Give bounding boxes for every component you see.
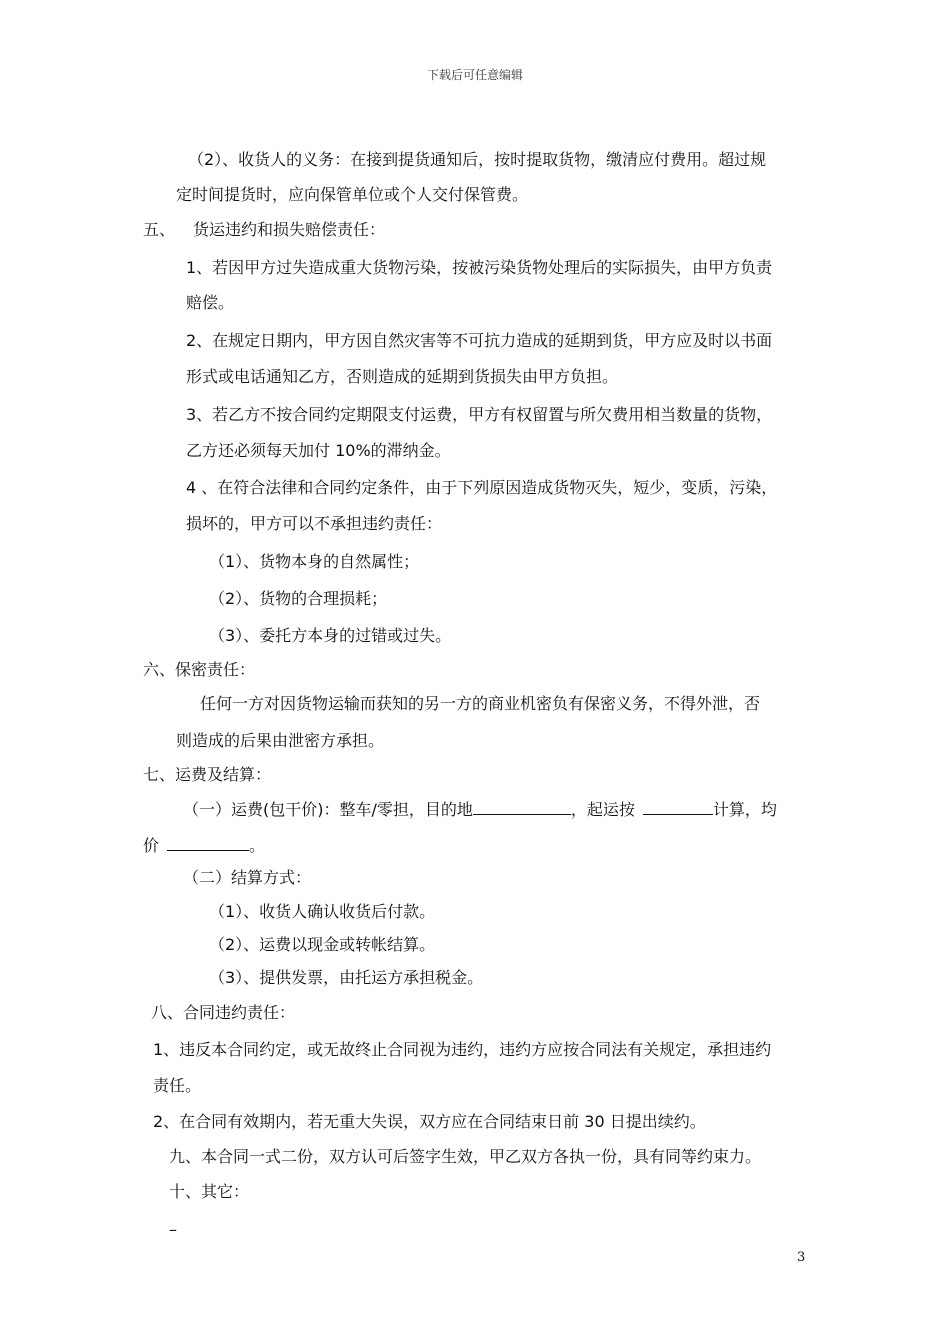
sub-heading: （二）结算方式： [183, 868, 312, 887]
list-item: （2）、货物的合理损耗； [209, 589, 388, 608]
page-header: 下载后可任意编辑 [426, 68, 523, 82]
page-number: 3 [797, 1250, 806, 1265]
text-line: 则造成的后果由泄密方承担。 [176, 731, 385, 750]
text-line: 责任。 [153, 1076, 202, 1095]
section-heading: 七、运费及结算： [143, 765, 272, 784]
list-item: （1）、收货人确认收货后付款。 [209, 902, 436, 921]
text-line: – [169, 1220, 177, 1239]
punctuation: 。 [249, 836, 266, 855]
text-line: 1、违反本合同约定，或无故终止合同视为违约，违约方应按合同法有关规定，承担违约 [153, 1040, 772, 1059]
start-blank [643, 798, 713, 815]
text-line: 损坏的，甲方可以不承担违约责任： [186, 514, 443, 533]
section-heading: 六、保密责任： [143, 660, 256, 679]
text-line: 4 、在符合法律和合同约定条件，由于下列原因造成货物灭失，短少，变质，污染， [186, 478, 778, 497]
text-line: 定时间提货时，应向保管单位或个人交付保管费。 [176, 185, 529, 204]
text-line [143, 834, 265, 856]
list-item: （3）、委托方本身的过错或过失。 [209, 626, 452, 645]
section-number: 五、 [143, 220, 176, 239]
list-item: （2）、运费以现金或转帐结算。 [209, 935, 436, 954]
text-line: 赔偿。 [186, 293, 235, 312]
text-line [183, 798, 777, 820]
text-line: 2、在合同有效期内，若无重大失误，双方应在合同结束日前 30 日提出续约。 [153, 1112, 706, 1131]
freight-text: ，起运按 [570, 800, 635, 819]
text-line: 乙方还必须每天加付 10%的滞纳金。 [186, 441, 451, 460]
list-item: （3）、提供发票，由托运方承担税金。 [209, 968, 484, 987]
list-item: （1）、货物本身的自然属性； [209, 552, 420, 571]
text-line: 任何一方对因货物运输而获知的另一方的商业机密负有保密义务，不得外泄，否 [200, 694, 761, 713]
destination-blank [473, 798, 571, 815]
section-heading: 货运违约和损失赔偿责任： [193, 220, 386, 239]
avg-price-blank [167, 834, 249, 851]
freight-label: （一）运费(包干价)：整车/零担，目的地 [183, 800, 473, 819]
section-heading: 八、合同违约责任： [151, 1003, 296, 1022]
text-line: 形式或电话通知乙方，否则造成的延期到货损失由甲方负担。 [186, 367, 619, 386]
section-heading: 十、其它： [169, 1182, 250, 1201]
freight-text: 计算，均 [712, 800, 777, 819]
text-line: （2）、收货人的义务：在接到提货通知后，按时提取货物，缴清应付费用。超过规 [188, 150, 767, 169]
text-line: 3、若乙方不按合同约定期限支付运费，甲方有权留置与所欠费用相当数量的货物， [186, 405, 773, 424]
avg-price-label: 价 [143, 836, 160, 855]
text-line: 1、若因甲方过失造成重大货物污染，按被污染货物处理后的实际损失，由甲方负责 [186, 258, 773, 277]
text-line: 2、在规定日期内，甲方因自然灾害等不可抗力造成的延期到货，甲方应及时以书面 [186, 331, 773, 350]
text-line: 九、本合同一式二份，双方认可后签字生效，甲乙双方各执一份，具有同等约束力。 [169, 1147, 762, 1166]
